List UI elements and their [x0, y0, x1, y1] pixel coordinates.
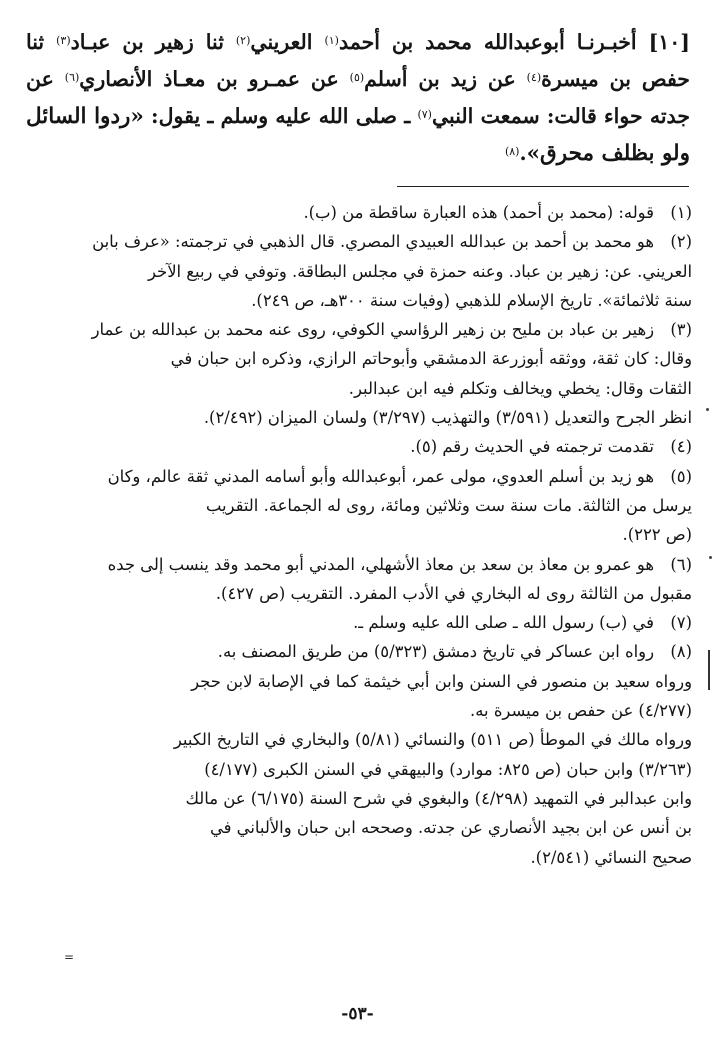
hadith-text-part: ـ صلى الله عليه وسلم ـ يقول: — [143, 104, 418, 128]
footnote-text: هو محمد بن أحمد بن عبدالله العبيدي المصري. قال الذهبي في ترجمته: «عرف بابن — [92, 232, 654, 252]
hadith-text-part: ثنا زهير بن عبـاد — [70, 30, 236, 54]
footnote-line — [26, 198, 692, 227]
footnote-text: تقدمت ترجمته في الحديث رقم (٥). — [410, 437, 654, 457]
scan-speck — [709, 556, 712, 559]
scan-edge-mark — [708, 650, 710, 690]
footnote-marker: (٦) — [64, 71, 80, 84]
footnote-text: سنة ثلاثمائة». تاريخ الإسلام للذهبي (وفيات سنة ٣٠٠هـ، ص ٢٤٩). — [251, 290, 692, 310]
footnote-text: وابن عبدالبر في التمهيد (٤/٢٩٨) والبغوي في شرح السنة (٦/١٧٥) عن مالك — [185, 788, 692, 808]
footnote-line — [26, 344, 692, 373]
footnote-number: (٦) — [670, 554, 692, 574]
footnote-text: هو زيد بن أسلم العدوي، مولى عمر، أبوعبدالله وأبو أسامه المدني ثقة عالم، وكان — [107, 466, 654, 486]
footnote-text: انظر الجرح والتعديل (٣/٥٩١) والتهذيب (٣/٢٩٧) ولسان الميزان (٢/٤٩٢). — [203, 408, 692, 428]
footnote-item — [26, 608, 692, 637]
margin-mark: = — [64, 950, 75, 964]
footnote-number: (٣) — [670, 320, 692, 340]
footnote-divider — [397, 186, 689, 187]
footnote-text: هو عمرو بن معاذ بن سعد بن معاذ الأشهلي، المدني أبو محمد وقد ينسب إلى جده — [107, 554, 654, 574]
hadith-text-part: العريني — [250, 30, 325, 54]
footnote-text: الثقات وقال: يخطي ويخالف وتكلم فيه ابن عبدالبر. — [348, 378, 692, 398]
footnote-number: (٧) — [670, 613, 692, 633]
footnote-text: يرسل من الثالثة. مات سنة ست وثلاثين ومائة، روى له الجماعة. التقريب — [205, 495, 692, 515]
footnote-text: رواه ابن عساكر في تاريخ دمشق (٥/٣٢٣) من طريق المصنف به. — [217, 642, 654, 662]
footnote-line — [26, 843, 692, 872]
footnote-marker: (٣) — [56, 34, 71, 47]
footnote-line — [26, 608, 692, 637]
footnote-text: زهير بن عباد بن مليح بن زهير الرؤاسي الكوفي، روى عنه محمد بن عبدالله بن عمار — [91, 320, 654, 340]
footnote-number: (٥) — [670, 466, 692, 486]
footnote-text: في (ب) رسول الله ـ صلى الله عليه وسلم ـ. — [353, 613, 654, 633]
footnote-marker: (٥) — [349, 71, 365, 84]
footnote-line — [26, 696, 692, 725]
footnote-text: قوله: (محمد بن أحمد) هذه العبارة ساقطة من (ب). — [303, 203, 654, 222]
hadith-text-part: . — [519, 141, 527, 165]
footnote-marker: (٧) — [417, 108, 432, 121]
footnote-marker: (٨) — [504, 145, 520, 158]
footnote-line — [26, 257, 692, 286]
footnote-line — [26, 315, 692, 344]
footnote-line — [26, 755, 692, 784]
footnote-text: (٤/٢٧٧) عن حفص بن ميسرة به. — [470, 701, 692, 721]
footnote-line — [26, 637, 692, 666]
footnote-number: (٨) — [670, 642, 692, 662]
footnote-text: وقال: كان ثقة، ووثقه أبوزرعة الدمشقي وأبوحاتم الرازي، وذكره ابن حبان في — [170, 349, 692, 369]
hadith-text-part: عن زيد بن أسلم — [364, 67, 527, 91]
hadith-text-part: ثنا حفص بن ميسرة — [26, 30, 690, 91]
footnote-line — [26, 491, 692, 520]
footnote-item — [26, 462, 692, 550]
footnote-line — [26, 667, 692, 696]
footnote-number: (٤) — [670, 437, 692, 457]
footnote-item — [26, 227, 692, 315]
footnote-number: (١) — [670, 203, 692, 222]
footnote-line — [26, 520, 692, 549]
footnote-text: ورواه سعيد بن منصور في السنن وابن أبي خيثمة كما في الإصابة لابن حجر — [191, 671, 692, 691]
footnote-marker: (١) — [324, 34, 339, 47]
hadith-text-part: عن جدته حواء قالت: سمعت النبي — [26, 67, 690, 128]
footnote-text: العريني. عن: زهير بن عباد. وعنه حمزة في مجلس البطاقة. وتوفي في ربيع الآخر — [148, 261, 692, 281]
hadith-text-part: عن عمـرو بن معـاذ الأنصاري — [79, 67, 350, 91]
footnote-number: (٢) — [670, 232, 692, 252]
hadith-ref-number: [١٠] — [648, 30, 690, 54]
footnote-item — [26, 637, 692, 871]
hadith-text — [26, 24, 690, 172]
hadith-text-part: أخبـرنـا أبوعبدالله محمد بن أحمد — [338, 30, 637, 54]
hadith-quote: «ردوا السائل ولو بظلف محرق» — [26, 104, 690, 166]
page-number: -٥٣- — [341, 1004, 374, 1024]
footnote-marker: (٢) — [235, 34, 251, 47]
footnote-line — [26, 227, 692, 256]
footnote-text: صحيح النسائي (٢/٥٤١). — [530, 847, 692, 867]
footnote-line — [26, 550, 692, 579]
footnote-line — [26, 462, 692, 491]
footnote-text: بن أنس عن ابن بجيد الأنصاري عن جدته. وصححه ابن حبان والألباني في — [209, 818, 692, 838]
footnote-line — [26, 286, 692, 315]
footnote-line — [26, 784, 692, 813]
footnote-line — [26, 432, 692, 461]
footnote-line — [26, 725, 692, 754]
footnote-item — [26, 550, 692, 609]
footnote-text: (٣/٢٦٣) وابن حبان (ص ٨٢٥: موارد) والبيهقي في السنن الكبرى (٤/١٧٧) — [204, 759, 692, 779]
footnote-item — [26, 432, 692, 461]
footnotes-list — [26, 198, 692, 872]
footnote-line — [26, 579, 692, 608]
footnote-line — [26, 813, 692, 842]
scan-speck — [706, 408, 709, 411]
footnote-item — [26, 315, 692, 432]
footnote-text: (ص ٢٢٢). — [622, 525, 692, 545]
footnote-text: مقبول من الثالثة روى له البخاري في الأدب المفرد. التقريب (ص ٤٢٧). — [215, 583, 692, 603]
footnote-item — [26, 198, 692, 227]
footnote-line — [26, 403, 692, 432]
footnote-marker: (٤) — [526, 71, 542, 84]
footnote-text: ورواه مالك في الموطأ (ص ٥١١) والنسائي (٥/٨١) والبخاري في التاريخ الكبير — [173, 730, 692, 750]
footnote-line — [26, 374, 692, 403]
